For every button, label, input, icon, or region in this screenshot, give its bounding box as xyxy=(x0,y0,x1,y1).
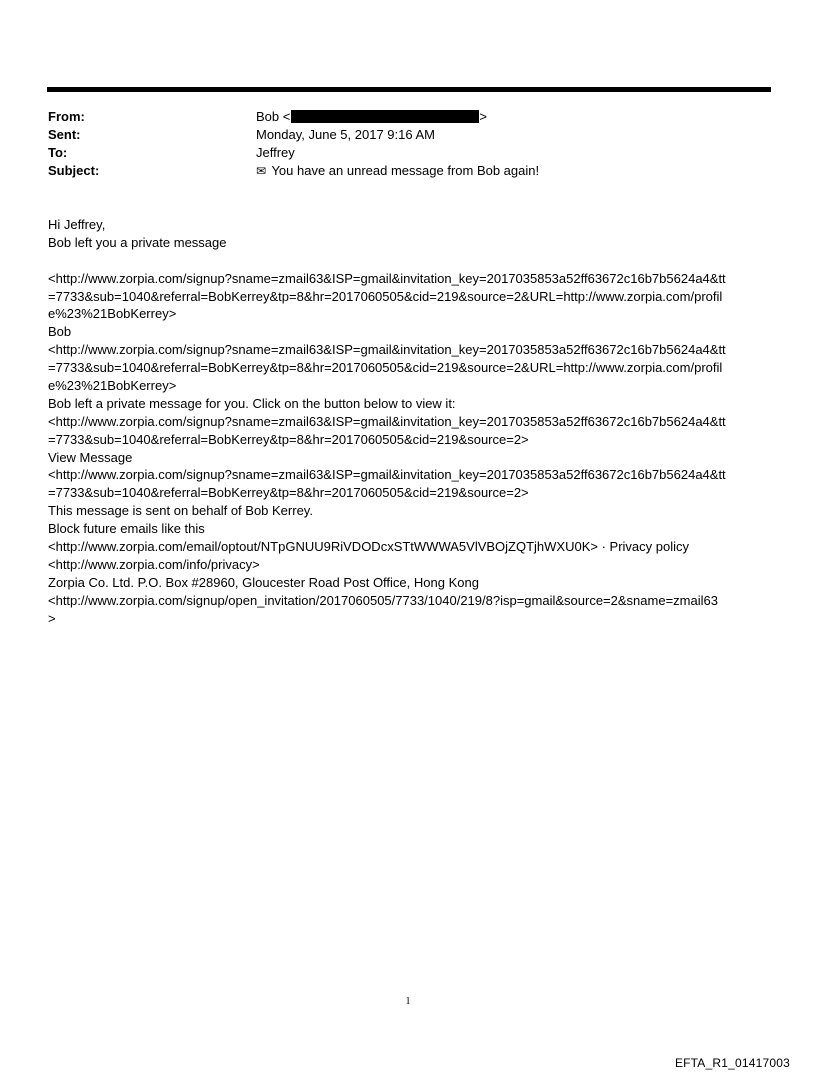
sent-label: Sent: xyxy=(48,127,81,142)
paragraph-gap xyxy=(48,252,772,270)
link-text: <http://www.zorpia.com/signup?sname=zmail63&ISP=gmail&invitation_key=2017035853a52ff63672c16b7b5624a4&tt xyxy=(48,342,726,358)
envelope-icon: ✉ xyxy=(256,164,267,178)
body-text: View Message xyxy=(48,449,133,465)
to-label: To: xyxy=(48,145,68,160)
sent-row xyxy=(48,126,770,144)
subject-label: Subject: xyxy=(48,163,100,178)
link-text: =7733&sub=1040&referral=BobKerrey&tp=8&hr=2017060505&cid=219&source=2&URL=http://www.zorpia.com/profil xyxy=(48,288,723,304)
from-name: Bob < xyxy=(256,109,291,124)
email-body xyxy=(48,216,772,627)
link-text: e%23%21BobKerrey> xyxy=(48,378,177,394)
link-text: <http://www.zorpia.com/info/privacy> xyxy=(48,556,260,572)
sent-value: Monday, June 5, 2017 9:16 AM xyxy=(256,127,435,142)
link-text: =7733&sub=1040&referral=BobKerrey&tp=8&hr=2017060505&cid=219&source=2&URL=http://www.zorpia.com/profil xyxy=(48,360,723,376)
from-label: From: xyxy=(48,109,85,124)
email-header xyxy=(48,108,770,180)
link-text: =7733&sub=1040&referral=BobKerrey&tp=8&hr=2017060505&cid=219&source=2> xyxy=(48,485,529,501)
to-value: Jeffrey xyxy=(256,145,295,160)
link-text: =7733&sub=1040&referral=BobKerrey&tp=8&hr=2017060505&cid=219&source=2> xyxy=(48,431,529,447)
bates-number: EFTA_R1_01417003 xyxy=(674,1056,790,1070)
link-text: <http://www.zorpia.com/email/optout/NTpGNUU9RiVDODcxSTtWWWA5VlVBOjZQTjhWXU0K> · Privacy policy xyxy=(48,539,689,555)
subject-value: You have an unread message from Bob again! xyxy=(271,163,540,178)
body-lines xyxy=(48,270,772,628)
page-number: 1 xyxy=(405,996,411,1007)
link-text: <http://www.zorpia.com/signup/open_invitation/2017060505/7733/1040/219/8?isp=gmail&source=2&sname=zmail63 xyxy=(48,592,718,608)
link-text: e%23%21BobKerrey> xyxy=(48,306,177,322)
redaction-block xyxy=(291,110,479,123)
link-text: <http://www.zorpia.com/signup?sname=zmail63&ISP=gmail&invitation_key=2017035853a52ff63672c16b7b5624a4&tt xyxy=(48,467,726,483)
body-text: This message is sent on behalf of Bob Kerrey. xyxy=(48,503,313,519)
from-value: Bob < > xyxy=(256,109,487,124)
header-rule xyxy=(47,87,771,92)
link-text: <http://www.zorpia.com/signup?sname=zmail63&ISP=gmail&invitation_key=2017035853a52ff63672c16b7b5624a4&tt xyxy=(48,270,726,286)
body-text: Bob left a private message for you. Click on the button below to view it: xyxy=(48,395,456,411)
subject-value-wrap xyxy=(256,162,770,180)
body-text: Bob xyxy=(48,324,72,340)
to-row xyxy=(48,144,770,162)
body-text: Block future emails like this xyxy=(48,521,205,537)
from-row xyxy=(48,108,770,126)
link-text: <http://www.zorpia.com/signup?sname=zmail63&ISP=gmail&invitation_key=2017035853a52ff63672c16b7b5624a4&tt xyxy=(48,413,726,429)
link-text: > xyxy=(48,610,56,626)
subject-row xyxy=(48,162,770,180)
intro-line: Bob left you a private message xyxy=(48,234,227,250)
body-text: Zorpia Co. Ltd. P.O. Box #28960, Gloucester Road Post Office, Hong Kong xyxy=(48,574,479,590)
greeting: Hi Jeffrey, xyxy=(48,217,106,232)
